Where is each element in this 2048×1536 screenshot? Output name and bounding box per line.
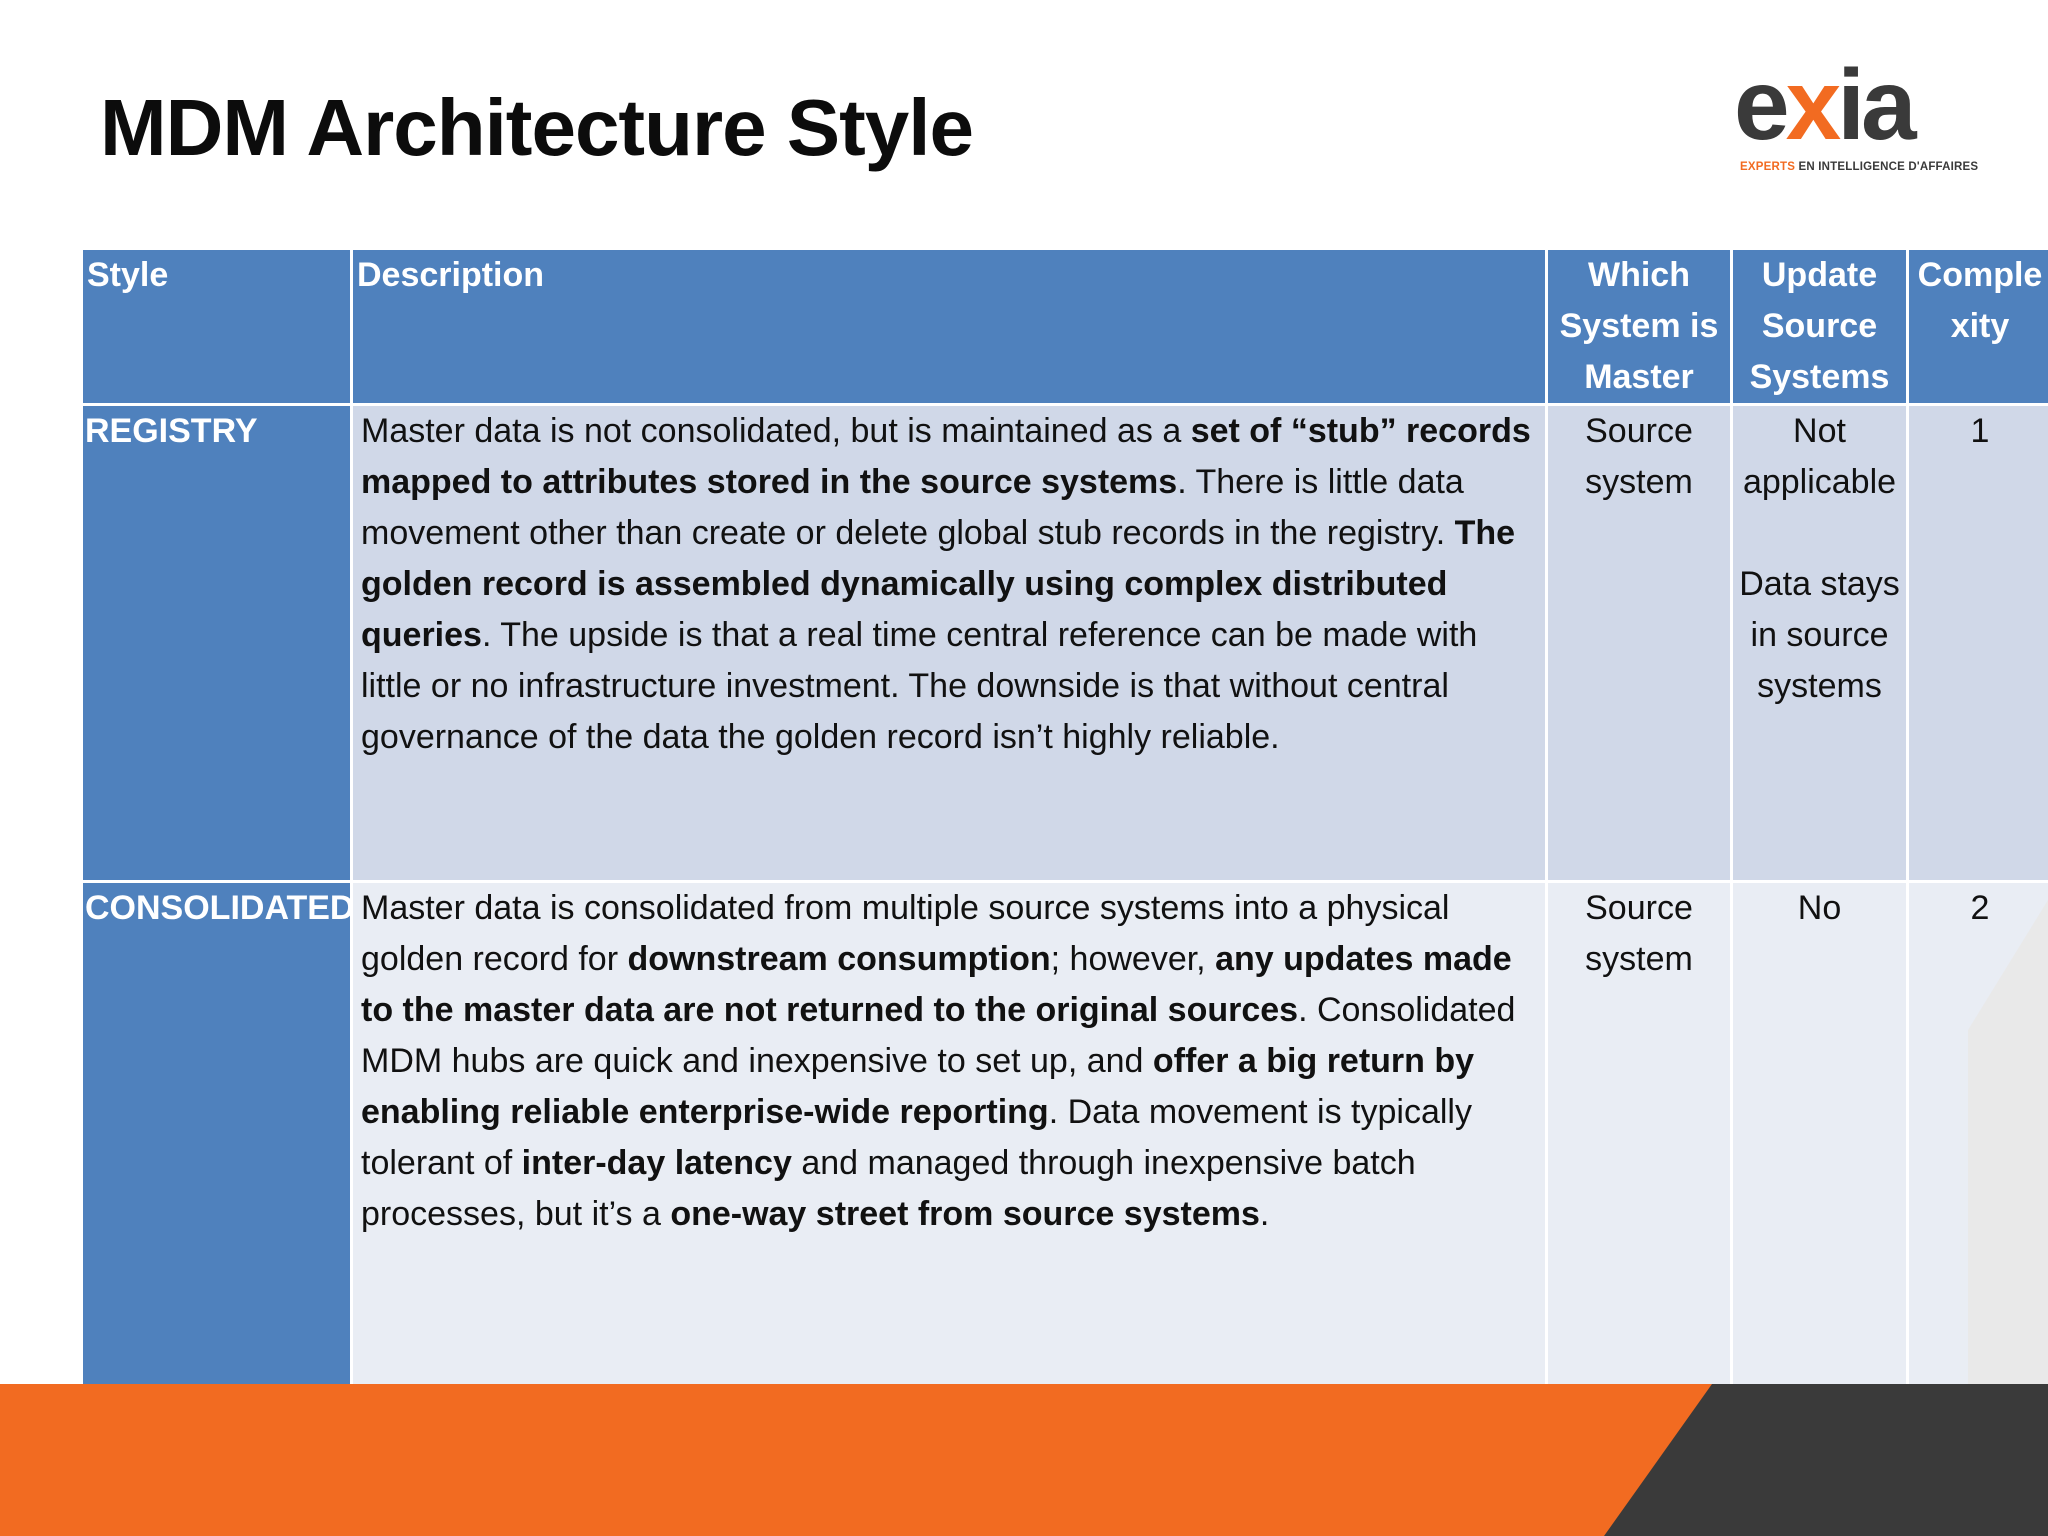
header-description: Description bbox=[352, 249, 1547, 405]
table-header-row bbox=[82, 249, 2048, 405]
update-registry: Not applicable Data stays in source systems bbox=[1732, 405, 1908, 882]
description-registry: Master data is not consolidated, but is maintained as a set of “stub” records mapped to attributes stored in the source systems. There is little data movement other than create or delete global stub records in the registry. The golden record is assembled dynamically using complex distributed queries. The upside is that a real time central reference can be made with little or no infrastructure investment. The downside is that without central governance of the data the golden record isn’t highly reliable. bbox=[352, 405, 1547, 882]
mdm-style-table bbox=[80, 247, 2048, 1391]
logo-wordmark: exia bbox=[1734, 49, 1913, 161]
table-row-registry bbox=[82, 405, 2048, 882]
decorative-gray-wedge bbox=[1968, 900, 2048, 1384]
header-style: Style bbox=[82, 249, 352, 405]
header-update-source-systems: Update Source Systems bbox=[1732, 249, 1908, 405]
style-registry: REGISTRY bbox=[82, 405, 352, 882]
complexity-registry: 1 bbox=[1908, 405, 2048, 882]
decorative-bottom-band bbox=[0, 1384, 2048, 1536]
header-which-system-is-master: Which System is Master bbox=[1547, 249, 1732, 405]
description-consolidated: Master data is consolidated from multiple source systems into a physical golden record for downstream consumption; however, any updates made to the master data are not returned to the original sources. Consolidated MDM hubs are quick and inexpensive to set up, and offer a big return by enabling reliable enterprise-wide reporting. Data movement is typically tolerant of inter-day latency and managed through inexpensive batch processes, but it’s a one-way street from source systems. bbox=[352, 882, 1547, 1390]
update-consolidated: No bbox=[1732, 882, 1908, 1390]
logo-tagline: EXPERTS EN INTELLIGENCE D'AFFAIRES bbox=[1740, 161, 1979, 173]
exia-logo bbox=[1730, 49, 1979, 185]
table-row-consolidated bbox=[82, 882, 2048, 1390]
complexity-consolidated: 2 bbox=[1908, 882, 2048, 1390]
master-consolidated: Source system bbox=[1547, 882, 1732, 1390]
style-consolidated: CONSOLIDATED bbox=[82, 882, 352, 1390]
header-complexity: Comple xity bbox=[1908, 249, 2048, 405]
master-registry: Source system bbox=[1547, 405, 1732, 882]
slide-title: MDM Architecture Style bbox=[100, 83, 973, 172]
